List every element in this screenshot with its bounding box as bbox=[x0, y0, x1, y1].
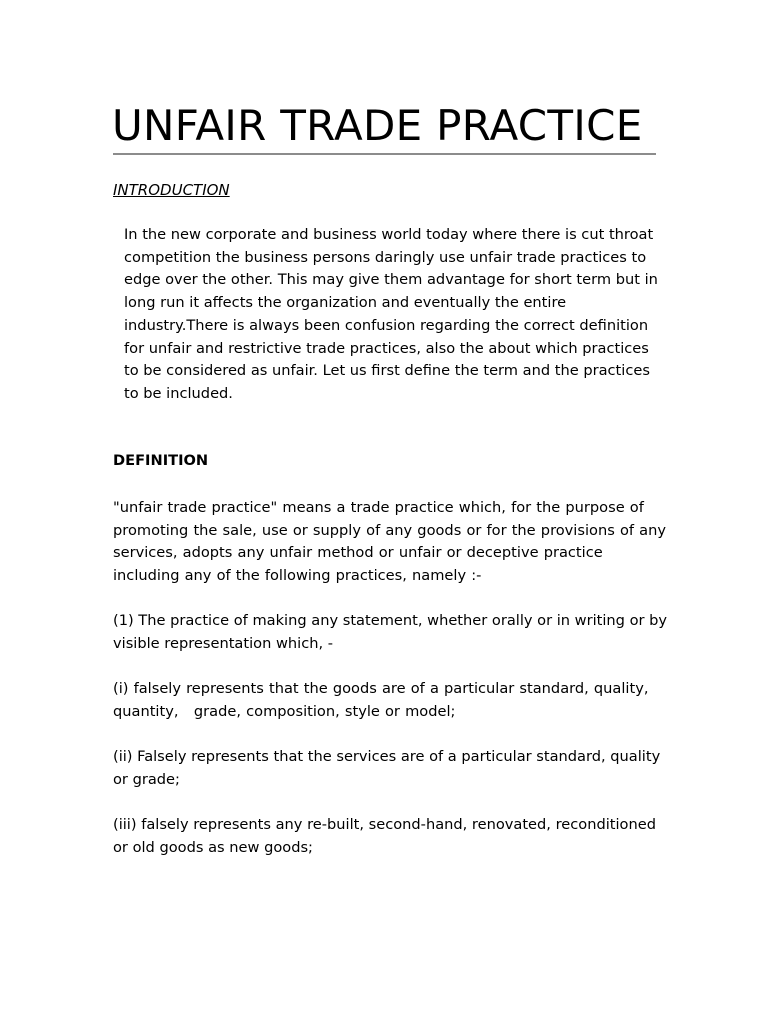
introduction-paragraph: In the new corporate and business world today where there is cut throat competition the business persons daringly use unfair trade practices to edge over the other. This may give them advantage for short term but in long run it affects the organization and eventually the entire industry.There is always been confusion regarding the correct definition for unfair and restrictive trade practices, also the about which practices to be considered as unfair. Let us first define the term and the practices to be included. bbox=[124, 226, 658, 402]
document-title: UNFAIR TRADE PRACTICE bbox=[112, 101, 643, 150]
practice-subclause-i: (i) falsely represents that the goods are of a particular standard, quality, quantity, grade, composition, style or model; bbox=[113, 680, 654, 720]
definition-heading: DEFINITION bbox=[113, 452, 209, 469]
practice-clause-1: (1) The practice of making any statement, whether orally or in writing or by visible representation which, - bbox=[113, 612, 668, 652]
introduction-heading: INTRODUCTION bbox=[113, 181, 230, 199]
definition-paragraph: "unfair trade practice" means a trade practice which, for the purpose of promoting the sale, use or supply of any goods or for the provisions of any services, adopts any unfair method or unfair or deceptive practice including any of the following practices, namely :- bbox=[113, 499, 666, 585]
practice-subclause-iii: (iii) falsely represents any re-built, second-hand, renovated, reconditioned or old goods as new goods; bbox=[113, 816, 656, 856]
practice-subclause-ii: (ii) Falsely represents that the services are of a particular standard, quality or grade; bbox=[113, 748, 661, 788]
title-underline-rule bbox=[113, 153, 656, 155]
